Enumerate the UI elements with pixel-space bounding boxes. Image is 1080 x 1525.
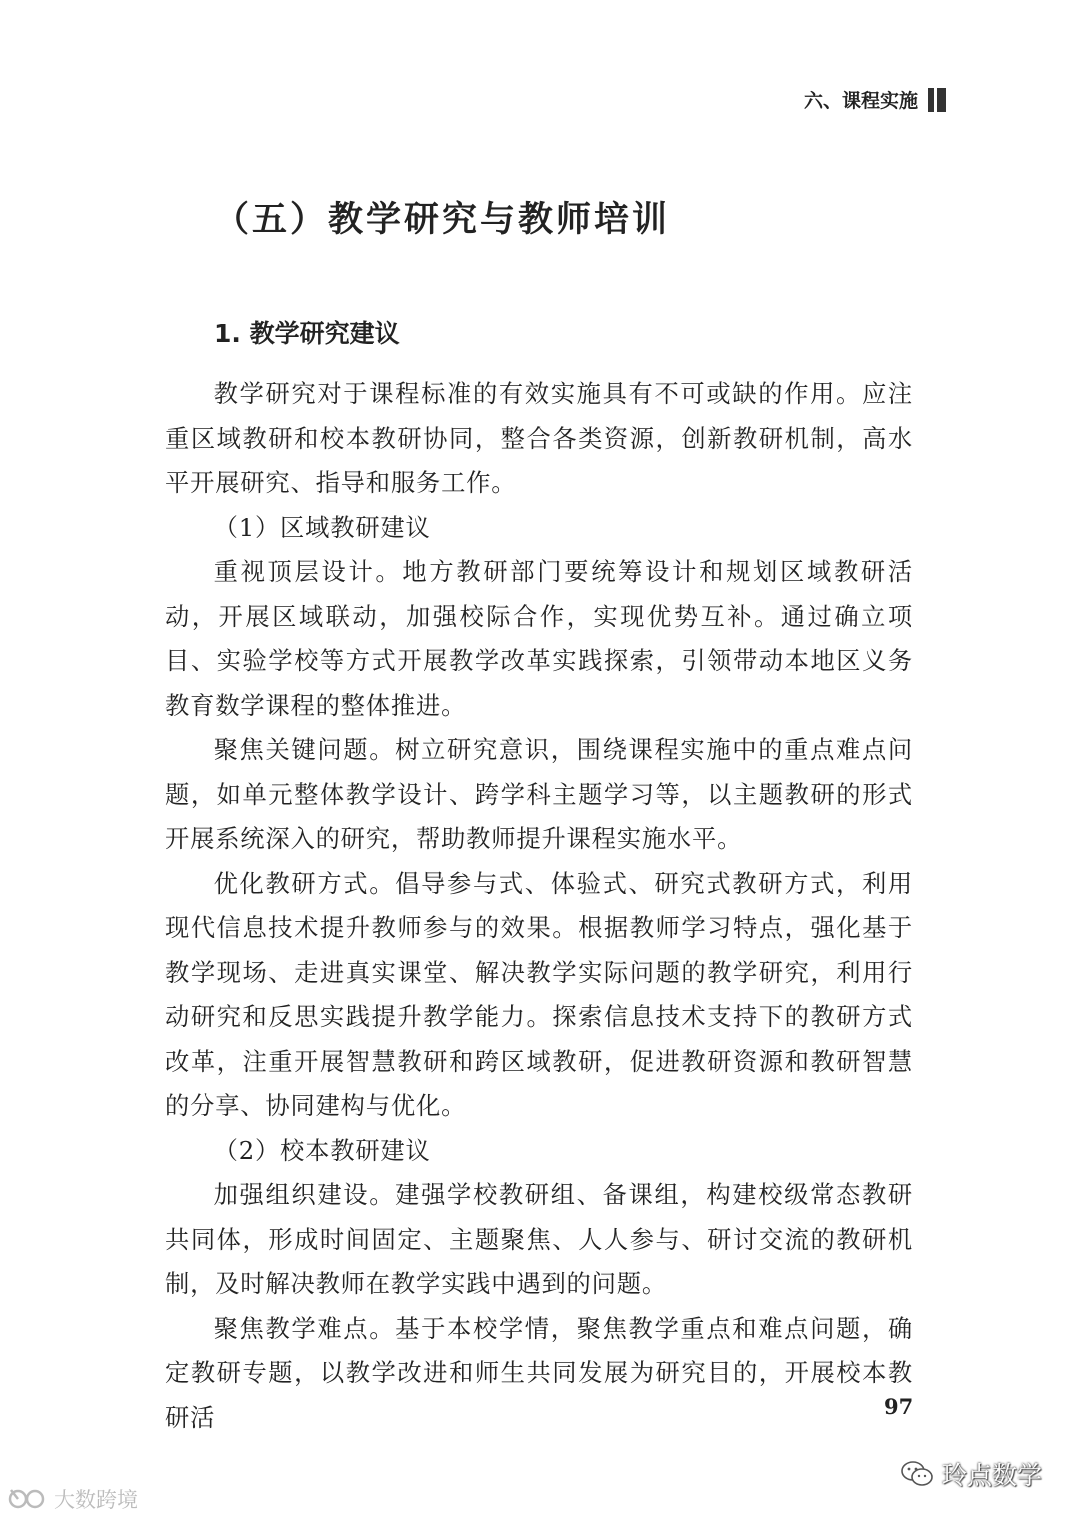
body-text xyxy=(165,372,913,1440)
paragraph-top-level-design: 重视顶层设计。地方教研部门要统筹设计和规划区域教研活动，开展区域联动，加强校际合作，实现优势互补。通过确立项目、实验学校等方式开展教学改革实践探索，引领带动本地区义务教育数学课程的整体推进。 xyxy=(165,557,913,720)
running-header xyxy=(804,86,946,113)
section-title: （五）教学研究与教师培训 xyxy=(214,200,671,240)
brand-logo-icon xyxy=(8,1486,48,1512)
watermark-left-text: 大数跨境 xyxy=(54,1488,138,1512)
page-number: 97 xyxy=(884,1394,914,1419)
paragraph-intro: 教学研究对于课程标准的有效实施具有不可或缺的作用。应注重区域教研和校本教研协同，整合各类资源，创新教研机制，高水平开展研究、指导和服务工作。 xyxy=(165,379,913,497)
subsection-title: 1. 教学研究建议 xyxy=(214,319,400,348)
watermark-right xyxy=(900,1456,1042,1492)
wechat-icon xyxy=(900,1460,934,1488)
paragraph-research-methods: 优化教研方式。倡导参与式、体验式、研究式教研方式，利用现代信息技术提升教师参与的效果。根据教师学习特点，强化基于教学现场、走进真实课堂、解决教学实际问题的教学研究，利用行动研究和反思实践提升教学能力。探索信息技术支持下的教研方式改革，注重开展智慧教研和跨区域教研，促进教研资源和教研智慧的分享、协同建构与优化。 xyxy=(165,868,913,1120)
subhead-regional-research: （1）区域教研建议 xyxy=(213,512,431,542)
paragraph-teaching-difficulties: 聚焦教学难点。基于本校学情，聚焦教学重点和难点问题，确定教研专题，以教学改进和师生共同发展为研究目的，开展校本教研活 xyxy=(165,1313,913,1432)
header-bars-decoration xyxy=(928,88,946,112)
paragraph-key-issues: 聚焦关键问题。树立研究意识，围绕课程实施中的重点难点问题，如单元整体教学设计、跨学科主题学习等，以主题教研的形式开展系统深入的研究，帮助教师提升课程实施水平。 xyxy=(165,735,913,853)
watermark-left xyxy=(8,1484,138,1514)
running-title: 六、课程实施 xyxy=(803,90,918,112)
subhead-school-research: （2）校本教研建议 xyxy=(213,1135,431,1165)
watermark-right-text: 玲点数学 xyxy=(942,1461,1043,1490)
paragraph-organization: 加强组织建设。建强学校教研组、备课组，构建校级常态教研共同体，形成时间固定、主题聚焦、人人参与、研讨交流的教研机制，及时解决教师在教学实践中遇到的问题。 xyxy=(165,1180,913,1298)
